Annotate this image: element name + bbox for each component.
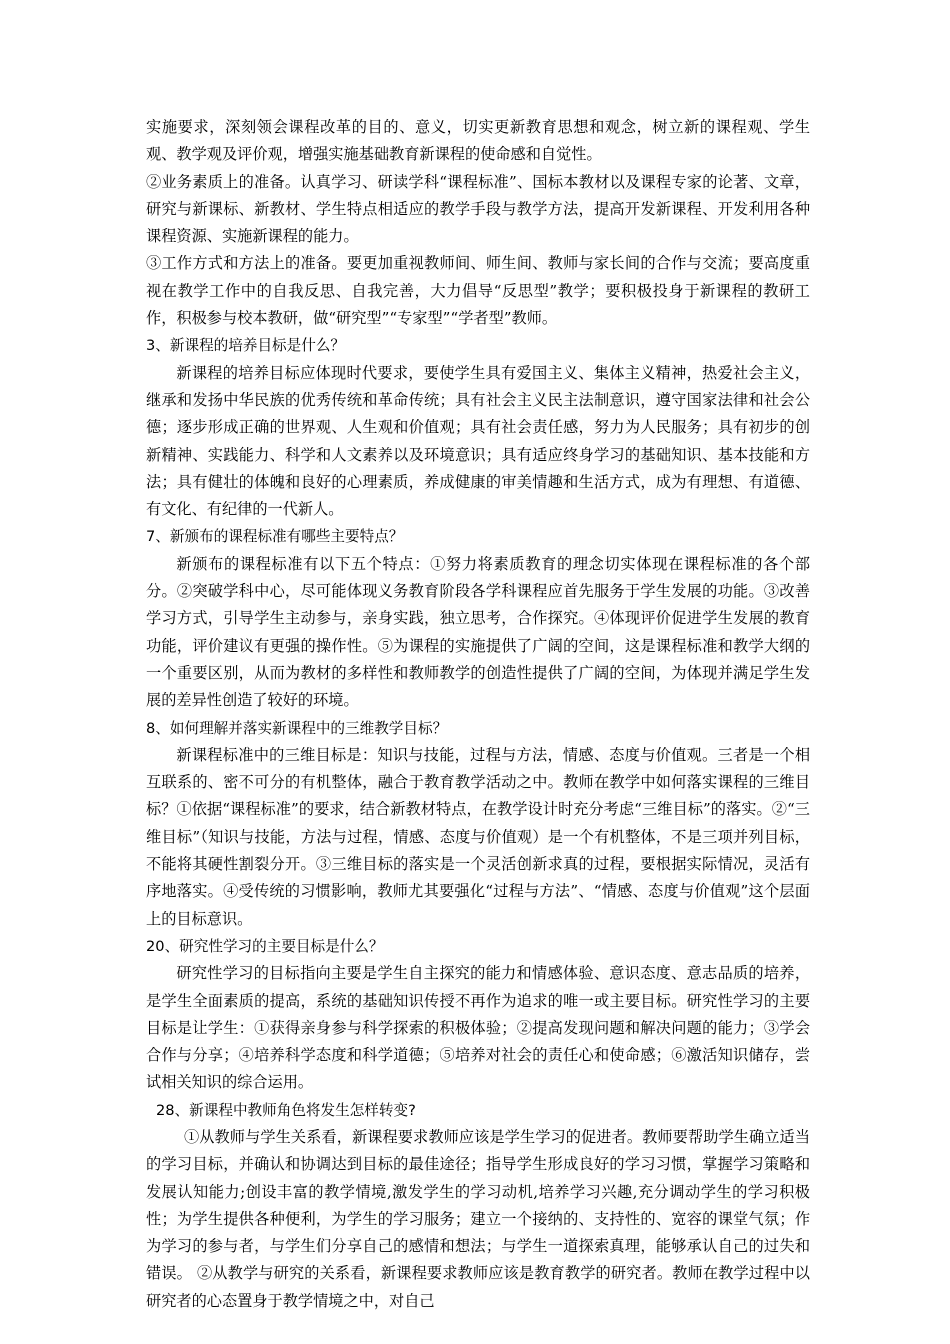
question-heading-28: 28、新课程中教师角色将发生怎样转变? xyxy=(156,1101,416,1119)
answer-paragraph-3: 新课程的培养目标应体现时代要求，要使学生具有爱国主义、集体主义精神，热爱社会主义，继承和发扬中华民族的优秀传统和革命传统；具有社会主义民主法制意识，遵守国家法律和社会公德；逐步形成正确的世界观、人生观和价值观；具有社会责任感，努力为人民服务；具有初步的创新精神、实践能力、科学和人文素养以及环境意识；具有适应终身学习的基础知识、基本技能和方法；具有健壮的体魄和良好的心理素质，养成健康的审美情趣和生活方式，成为有理想、有道德、有文化、有纪律的一代新人。 xyxy=(146,363,810,519)
answer-paragraph-7: 新颁布的课程标准有以下五个特点：①努力将素质教育的理念切实体现在课程标准的各个部分。②突破学科中心，尽可能体现义务教育阶段各学科课程应首先服务于学生发展的功能。③改善学习方式，引导学生主动参与，亲身实践，独立思考，合作探究。④体现评价促进学生发展的教育功能，评价建议有更强的操作性。⑤为课程的实施提供了广阔的空间，这是课程标准和教学大纲的一个重要区别，从而为教材的多样性和教师教学的创造性提供了广阔的空间，为体现并满足学生发展的差异性创造了较好的环境。 xyxy=(146,554,810,710)
question-heading-8: 8、如何理解并落实新课程中的三维教学目标？ xyxy=(146,719,448,737)
paragraph-intro: 实施要求，深刻领会课程改革的目的、意义，切实更新教育思想和观念，树立新的课程观、学生观、教学观及评价观，增强实施基础教育新课程的使命感和自觉性。 xyxy=(146,118,810,164)
answer-paragraph-28: ①从教师与学生关系看，新课程要求教师应该是学生学习的促进者。教师要帮助学生确立适当的学习目标，并确认和协调达到目标的最佳途径；指导学生形成良好的学习习惯，掌握学习策略和发展认知能力;创设丰富的教学情境,激发学生的学习动机,培养学习兴趣,充分调动学生的学习积极性；为学生提供各种便利，为学生的学习服务；建立一个接纳的、支持性的、宽容的课堂气氛；作为学习的参与者，与学生们分享自己的感情和想法；与学生一道探索真理，能够承认自己的过失和错误。 ②从教学与研究的关系看，新课程要求教师应该是教育教学的研究者。教师在教学过程中以研究者的心态置身于教学情境之中，对自己 xyxy=(146,1127,810,1310)
question-heading-3: 3、新课程的培养目标是什么？ xyxy=(146,337,346,355)
paragraph-work-method-prep: ③工作方式和方法上的准备。要更加重视教师间、师生间、教师与家长间的合作与交流；要高度重视在教学工作中的自我反思、自我完善，大力倡导“反思型”教学；要积极投身于新课程的教研工作，积极参与校本教研，做“研究型”“专家型”“学者型”教师。 xyxy=(146,254,810,328)
question-heading-20: 20、研究性学习的主要目标是什么？ xyxy=(146,937,384,955)
question-heading-7: 7、新颁布的课程标准有哪些主要特点？ xyxy=(146,528,404,546)
paragraph-professional-prep: ②业务素质上的准备。认真学习、研读学科“课程标准”、国标本教材以及课程专家的论著、文章，研究与新课标、新教材、学生特点相适应的教学手段与教学方法，提高开发新课程、开发利用各种课程资源、实施新课程的能力。 xyxy=(146,172,810,246)
answer-paragraph-8: 新课程标准中的三维目标是：知识与技能，过程与方法，情感、态度与价值观。三者是一个相互联系的、密不可分的有机整体，融合于教育教学活动之中。教师在教学中如何落实课程的三维目标？①依据“课程标准”的要求，结合新教材特点，在教学设计时充分考虑“三维目标”的落实。②“三维目标”（知识与技能，方法与过程，情感、态度与价值观）是一个有机整体，不是三项并列目标，不能将其硬性割裂分开。③三维目标的落实是一个灵活创新求真的过程，要根据实际情况，灵活有序地落实。④受传统的习惯影响，教师尤其要强化“过程与方法”、“情感、态度与价值观”这个层面上的目标意识。 xyxy=(146,745,810,928)
document-page xyxy=(146,114,810,1315)
answer-paragraph-20: 研究性学习的目标指向主要是学生自主探究的能力和情感体验、意识态度、意志品质的培养，是学生全面素质的提高，系统的基础知识传授不再作为追求的唯一或主要目标。研究性学习的主要目标是让学生：①获得亲身参与科学探索的积极体验；②提高发现问题和解决问题的能力；③学会合作与分享；④培养科学态度和科学道德；⑤培养对社会的责任心和使命感；⑥激活知识储存，尝试相关知识的综合运用。 xyxy=(146,964,810,1092)
